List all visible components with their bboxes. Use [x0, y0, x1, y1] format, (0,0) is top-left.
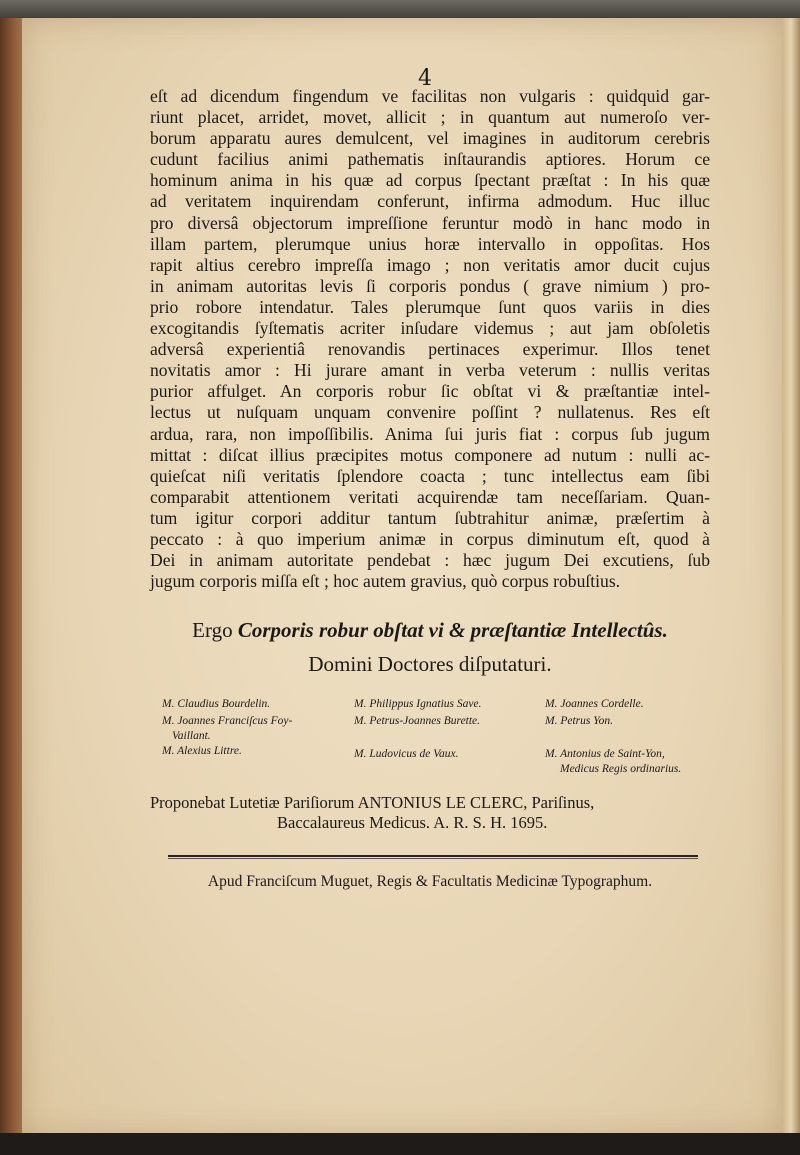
doctor-name: M. Petrus Yon. — [545, 715, 613, 727]
text-line: novitatis amor : Hi jurare amant in verba veterum : nullis veritas — [150, 360, 710, 381]
text-line: hominum anima in his quæ ad corpus ſpectant præſtat : In his quæ — [150, 170, 710, 191]
doctor-title: Medicus Regis ordinarius. — [560, 763, 682, 775]
text-line: quieſcat niſi veritatis ſplendore coacta ; tunc intellectus eam ſibi — [150, 465, 710, 486]
printer-imprint: Apud Franciſcum Muguet, Regis & Facultatis Medicinæ Typographum. — [207, 873, 653, 890]
degree-date-line: Baccalaureus Medicus. A. R. S. H. 1695. — [277, 813, 548, 832]
text-line: excogitandis ſyſtematis acriter inſudare videmus ; aut jam obſoletis — [150, 318, 710, 339]
divider-rule — [168, 858, 698, 859]
doctor-name: M. Alexius Littre. — [162, 745, 242, 757]
text-line: adversâ experientiâ renovandis pertinaces experimur. Illos tenet — [150, 339, 710, 360]
text-line: lectus ut nuſquam unquam convenire poſſint ? nullatenus. Res eſt — [150, 402, 710, 423]
text-line: peccato : à quo imperium animæ in corpus diminutum eſt, quod à — [150, 528, 710, 549]
text-line: pro diversâ objectorum impreſſione feruntur modò in hanc modo in — [150, 212, 710, 233]
doctor-name: M. Ludovicus de Vaux. — [354, 748, 459, 760]
text-line: rapit altius cerebro impreſſa imago ; non veritatis amor ducit cujus — [150, 254, 710, 275]
proponebat-line: Proponebat Lutetiæ Pariſiorum ANTONIUS LE CLERC, Pariſinus, — [150, 793, 595, 812]
doctor-name: M. Antonius de Saint-Yon, — [545, 748, 665, 760]
text-line: eſt ad dicendum fingendum ve facilitas non vulgaris : quidquid gar- — [150, 86, 710, 106]
text-line: comparabit attentionem veritati acquirendæ tam neceſſariam. Quan- — [150, 486, 710, 507]
text-line: ad veritatem inquirendam conferunt, infirma admodum. Huc illuc — [150, 191, 710, 212]
text-line: borum apparatu aures demulcent, vel imagines in auditorum cerebris — [150, 128, 710, 149]
doctor-name: M. Philippus Ignatius Save. — [354, 698, 482, 710]
thesis-statement: Corporis robur obſtat vi & præſtantiæ Intellectûs. — [237, 618, 668, 642]
text-line: cudunt facilius animi pathematis inſtaurandis aptiores. Horum ce — [150, 149, 710, 170]
doctores-heading: Domini Doctores diſputaturi. — [308, 652, 552, 676]
text-line: Dei in animam autoritate pendebat : hæc jugum Dei excutiens, ſub — [150, 550, 710, 571]
text-line: ardua, rara, non impoſſibilis. Anima ſui juris fiat : corpus ſub jugum — [150, 423, 710, 444]
doctor-name: M. Petrus-Joannes Burette. — [354, 715, 481, 727]
page-fore-edge — [782, 18, 800, 1138]
divider-rule — [168, 855, 698, 857]
text-line: purior affulget. An corporis robur ſic obſtat vi & præſtantiæ intel- — [150, 381, 710, 402]
text-line: jugum corporis miſſa eſt ; hoc autem gravius, quò corpus robuſtius. — [150, 571, 621, 592]
text-line: illam partem, plerumque unius horæ intervallo in oppoſitas. Hos — [150, 233, 710, 254]
text-line: in animam autoritas levis ſi corporis pondus ( grave nimium ) pro- — [150, 275, 710, 296]
doctor-name: M. Joannes Franciſcus Foy- — [162, 715, 293, 727]
text-line: mittat : diſcat illius præcipites motus componere ad nutum : nulli ac- — [150, 444, 710, 465]
proponebat-block — [150, 793, 720, 833]
book-bottom-edge — [0, 1133, 800, 1155]
body-paragraph — [150, 86, 710, 592]
text-line: prio robore intendatur. Tales plerumque ſunt quos variis in dies — [150, 296, 710, 317]
text-line: tum igitur corpori additur tantum ſubtrahitur animæ, præſertim à — [150, 507, 710, 528]
doctor-name-continuation: Vaillant. — [172, 730, 211, 742]
ergo-word: Ergo — [192, 618, 233, 642]
thesis-conclusion — [150, 618, 710, 643]
text-line: riunt placet, arridet, movet, allicit ; in quantum aut numeroſo ver- — [150, 107, 710, 128]
doctor-name: M. Claudius Bourdelin. — [162, 698, 271, 710]
page-number: 4 — [418, 66, 432, 91]
doctor-name: M. Joannes Cordelle. — [545, 698, 644, 710]
